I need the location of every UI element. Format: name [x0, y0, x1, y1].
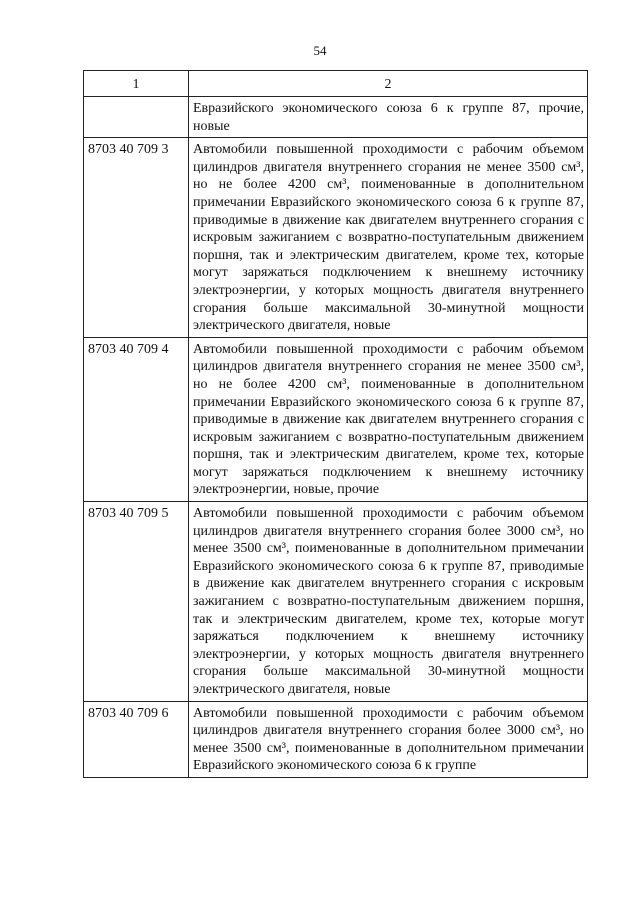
commodity-code: 8703 40 709 4: [84, 337, 189, 501]
commodity-code: 8703 40 709 6: [84, 701, 189, 777]
table-row: [84, 701, 588, 777]
page-number: 54: [313, 43, 327, 58]
commodity-description: Автомобили повышенной проходимости с рабочим объемом цилиндров двигателя внутреннего сгорания более 3000 см³, но менее 3500 см³, поименованные в дополнительном примечании Евразийского экономического союза 6 к группе 87, приводимые в движение как двигателем внутреннего сгорания с искровым зажиганием с возвратно-поступательным движением поршня, так и электрическим двигателем, кроме тех, которые могут заряжаться подключением к внешнему источнику электроэнергии, у которых мощность двигателя внутреннего сгорания больше максимальной 30-минутной мощности электрического двигателя, новые: [189, 502, 588, 702]
commodity-description: Автомобили повышенной проходимости с рабочим объемом цилиндров двигателя внутреннего сгорания не менее 3500 см³, но не более 4200 см³, поименованные в дополнительном примечании Евразийского экономического союза 6 к группе 87, приводимые в движение как двигателем внутреннего сгорания с искровым зажиганием с возвратно-поступательным движением поршня, так и электрическим двигателем, кроме тех, которые могут заряжаться подключением к внешнему источнику электроэнергии, новые, прочие: [189, 337, 588, 501]
tariff-table: [83, 70, 588, 778]
table-row: [84, 502, 588, 702]
column-header-1: 1: [84, 71, 189, 97]
table-header-row: [84, 71, 588, 97]
table-row: [84, 97, 588, 138]
commodity-description: Автомобили повышенной проходимости с рабочим объемом цилиндров двигателя внутреннего сгорания не менее 3500 см³, но не более 4200 см³, поименованные в дополнительном примечании Евразийского экономического союза 6 к группе 87, приводимые в движение как двигателем внутреннего сгорания с искровым зажиганием с возвратно-поступательным движением поршня, так и электрическим двигателем, кроме тех, которые могут заряжаться подключением к внешнему источнику электроэнергии, у которых мощность двигателя внутреннего сгорания больше максимальной 30-минутной мощности электрического двигателя, новые: [189, 138, 588, 338]
commodity-code: [84, 97, 189, 138]
table-row: [84, 138, 588, 338]
column-header-2: 2: [189, 71, 588, 97]
commodity-description: Евразийского экономического союза 6 к группе 87, прочие, новые: [189, 97, 588, 138]
commodity-description: Автомобили повышенной проходимости с рабочим объемом цилиндров двигателя внутреннего сгорания более 3000 см³, но менее 3500 см³, поименованные в дополнительном примечании Евразийского экономического союза 6 к группе: [189, 701, 588, 777]
table-row: [84, 337, 588, 501]
commodity-code: 8703 40 709 3: [84, 138, 189, 338]
commodity-code: 8703 40 709 5: [84, 502, 189, 702]
